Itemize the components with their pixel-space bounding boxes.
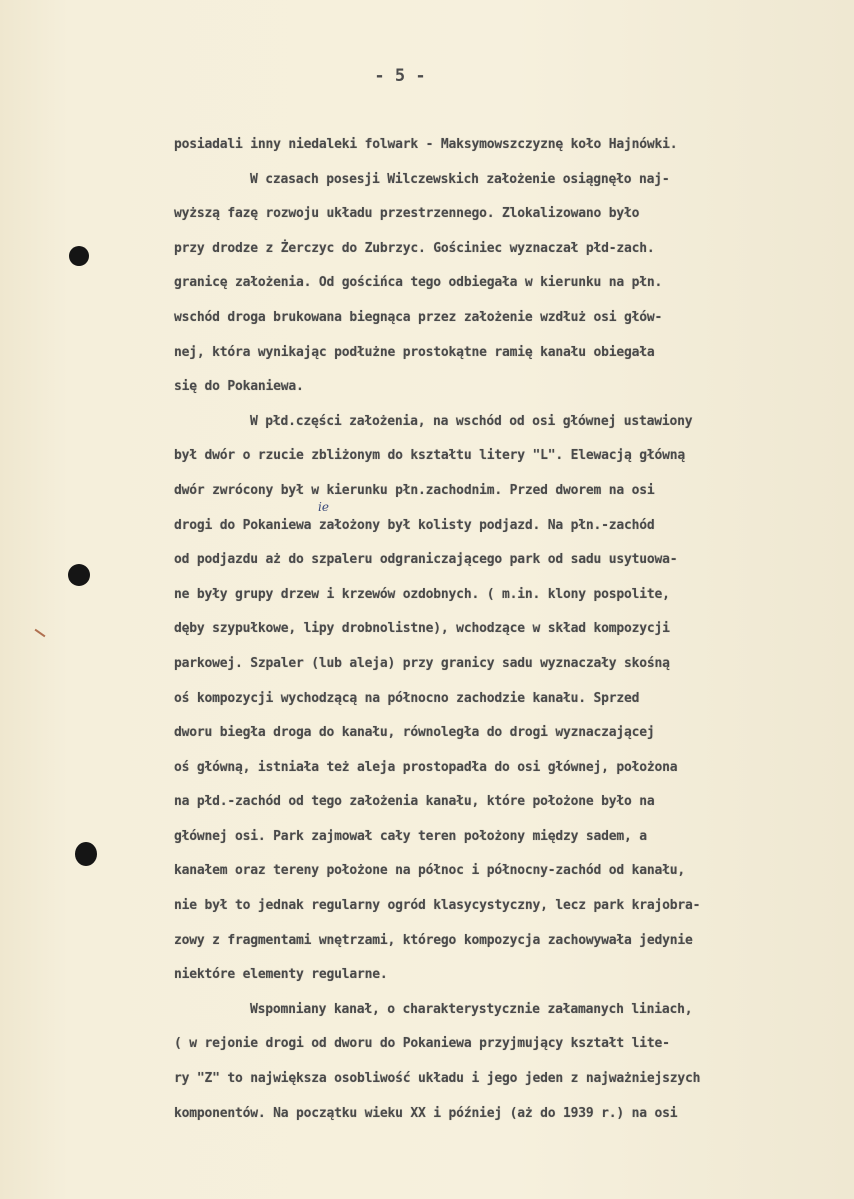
punch-hole-icon: [69, 246, 89, 266]
text-line: posiadali inny niedaleki folwark - Maksymowszczyznę koło Hajnówki.: [174, 137, 678, 152]
text-line: na płd.-zachód od tego założenia kanału, które położone było na: [174, 794, 655, 810]
page-number: - 5 -: [374, 66, 426, 86]
text-line: ne były grupy drzew i krzewów ozdobnych. ( m.in. klony pospolite,: [174, 586, 670, 602]
text-line: nej, która wynikając podłużne prostokątne ramię kanału obiegała: [174, 344, 655, 360]
text-line: nie był to jednak regularny ogród klasycystyczny, lecz park krajobra-: [174, 898, 701, 914]
text-line: przy drodze z Żerczyc do Zubrzyc. Gościniec wyznaczał płd-zach.: [174, 240, 655, 256]
text-line: oś główną, istniała też aleja prostopadła do osi głównej, położona: [174, 759, 678, 775]
text-line: oś kompozycji wychodzącą na północno zachodzie kanału. Sprzed: [174, 690, 640, 706]
text-line: się do Pokaniewa.: [174, 379, 304, 395]
text-line: był dwór o rzucie zbliżonym do kształtu litery "L". Elewacją główną: [174, 448, 685, 464]
text-line: zowy z fragmentami wnętrzami, którego kompozycja zachowywała jedynie: [174, 932, 693, 948]
text-line: W czasach posesji Wilczewskich założenie osiągnęło naj-: [250, 171, 670, 187]
text-line: W płd.części założenia, na wschód od osi głównej ustawiony: [250, 413, 693, 429]
handwritten-annotation: ie: [318, 500, 329, 514]
text-line: komponentów. Na początku wieku XX i później (aż do 1939 r.) na osi: [174, 1105, 678, 1121]
pen-mark: [35, 629, 46, 638]
text-line: wyższą fazę rozwoju układu przestrzennego. Zlokalizowano było: [174, 206, 640, 222]
text-line: Wspomniany kanał, o charakterystycznie załamanych liniach,: [250, 1001, 693, 1017]
text-line: dworu biegła droga do kanału, równoległa do drogi wyznaczającej: [174, 725, 655, 741]
text-line: niektóre elementy regularne.: [174, 967, 388, 983]
text-line: dęby szypułkowe, lipy drobnolistne), wchodzące w skład kompozycji: [174, 621, 670, 637]
text-line: parkowej. Szpaler (lub aleja) przy granicy sadu wyznaczały skośną: [174, 655, 670, 671]
text-line: wschód droga brukowana biegnąca przez założenie wzdłuż osi głów-: [174, 309, 663, 325]
text-line: głównej osi. Park zajmował cały teren położony między sadem, a: [174, 828, 647, 844]
text-line: granicę założenia. Od gościńca tego odbiegała w kierunku na płn.: [174, 275, 663, 291]
text-line: ( w rejonie drogi od dworu do Pokaniewa przyjmujący kształt lite-: [174, 1036, 670, 1052]
body-text: [174, 128, 850, 1131]
text-line: drogi do Pokaniewa założony był kolisty podjazd. Na płn.-zachód: [174, 517, 655, 533]
text-line: dwór zwrócony był w kierunku płn.zachodnim. Przed dworem na osi: [174, 482, 655, 498]
punch-hole-icon: [75, 842, 97, 866]
text-line: od podjazdu aż do szpaleru odgraniczającego park od sadu usytuowa-: [174, 552, 678, 568]
punch-hole-icon: [68, 564, 90, 586]
text-line: ry "Z" to największa osobliwość układu i jego jeden z najważniejszych: [174, 1071, 701, 1087]
text-line: kanałem oraz tereny położone na północ i północny-zachód od kanału,: [174, 863, 685, 879]
